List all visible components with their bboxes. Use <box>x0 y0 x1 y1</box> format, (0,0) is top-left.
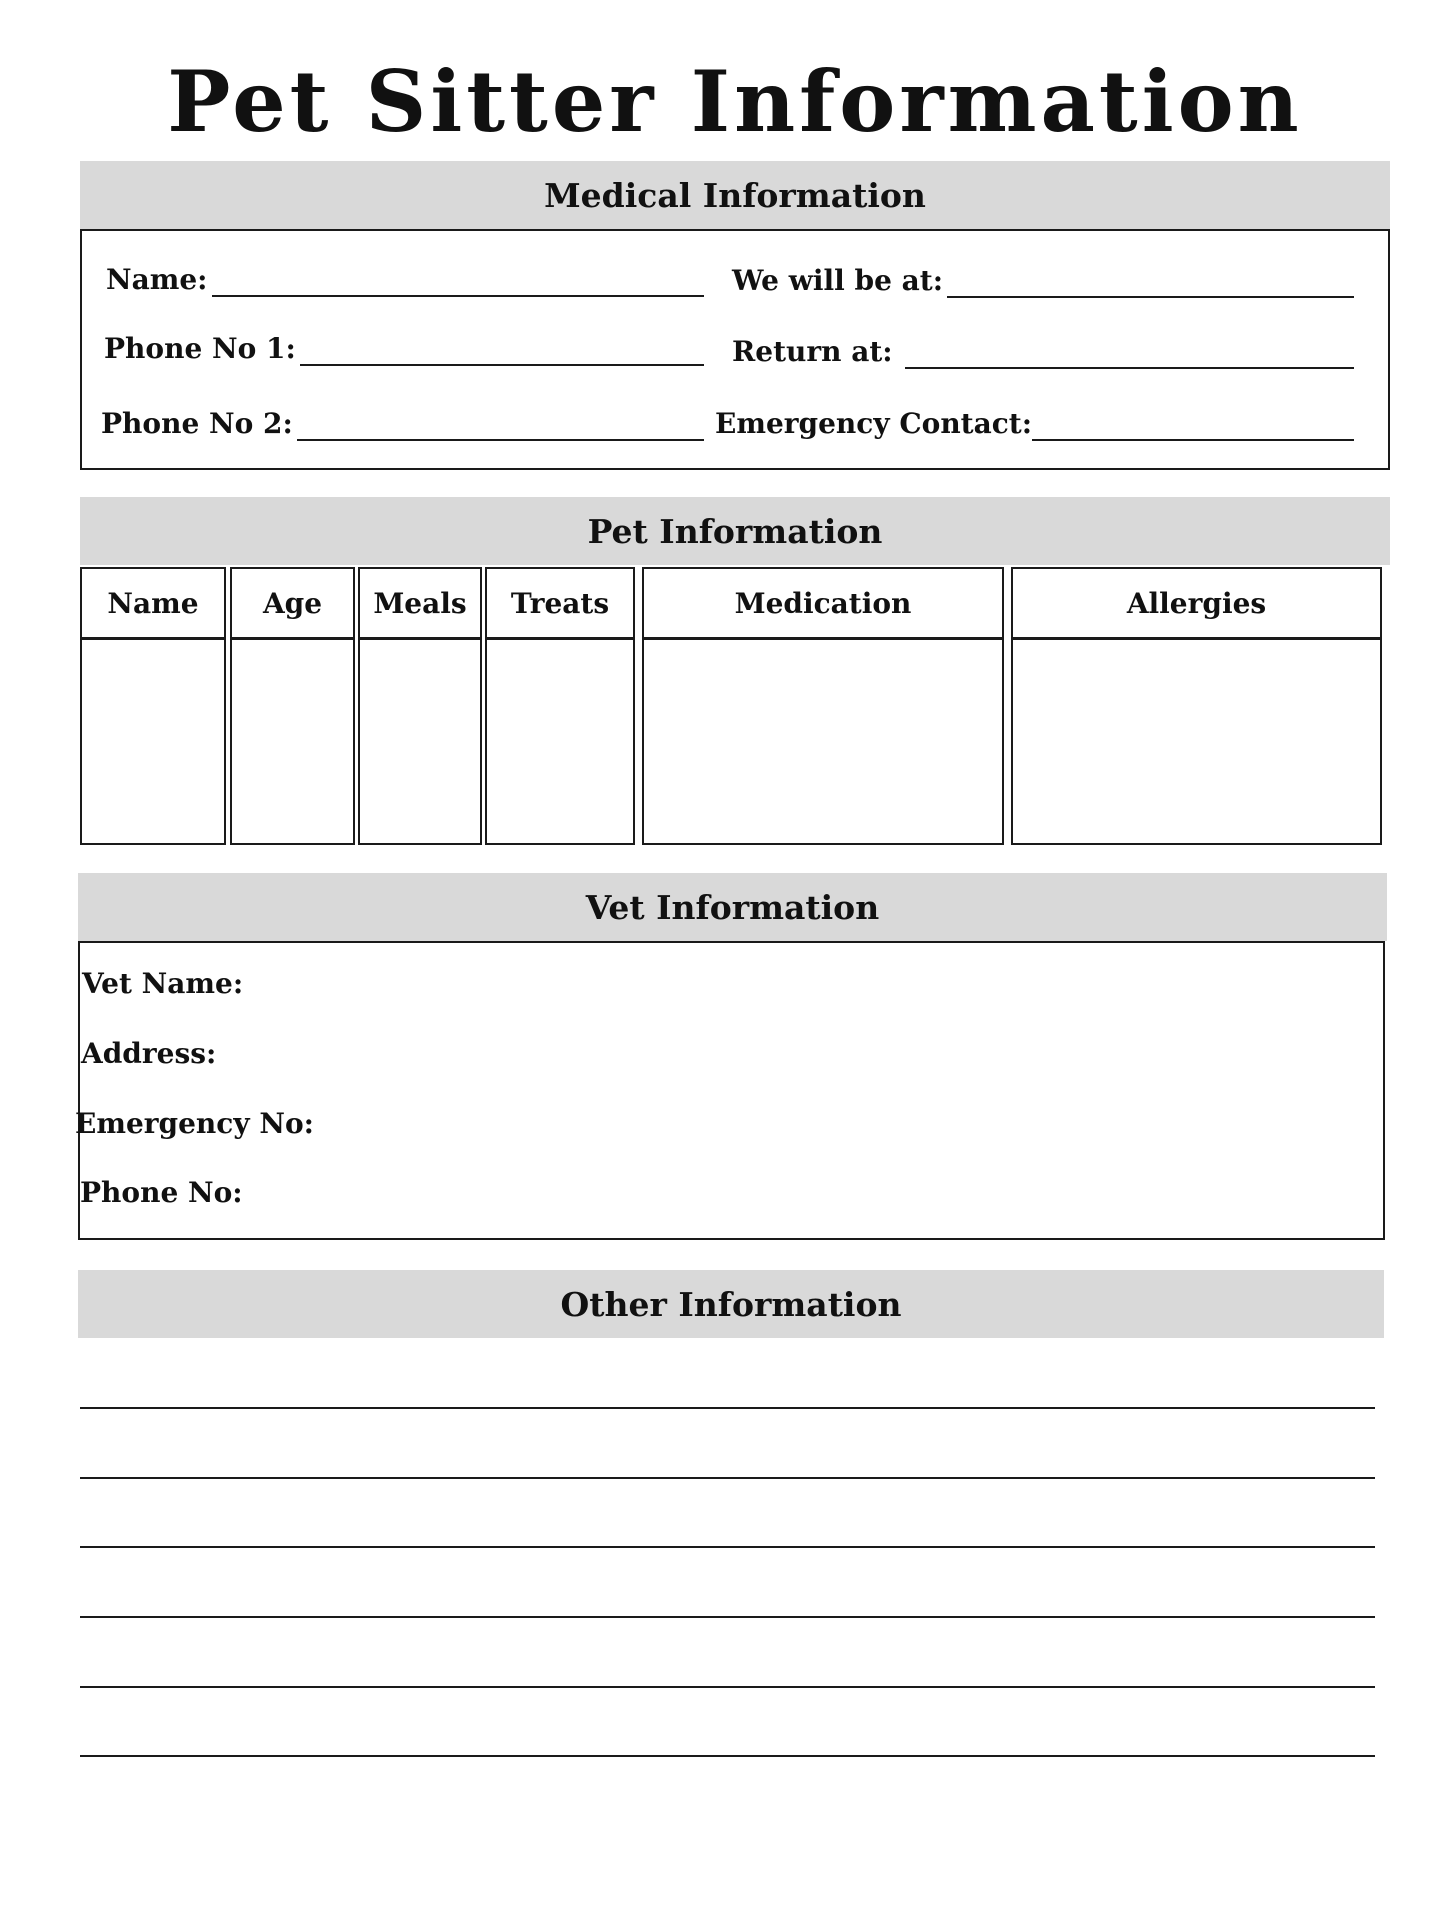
phone-1-line[interactable] <box>300 338 704 366</box>
vet-section-box <box>78 941 1385 1240</box>
pet-col-meals-cell[interactable] <box>358 638 482 845</box>
phone-1-field[interactable] <box>104 332 704 366</box>
pet-col-age-header <box>230 567 355 639</box>
owner-name-line[interactable] <box>212 269 704 297</box>
phone-2-field[interactable] <box>101 407 704 441</box>
pet-col-treats-header <box>485 567 635 639</box>
emergency-contact-field[interactable] <box>715 407 1354 441</box>
pet-col-allergies-cell[interactable] <box>1011 638 1382 845</box>
vet-section-title: Vet Information <box>585 888 880 927</box>
other-info-line-4[interactable] <box>80 1616 1375 1618</box>
vet-name-label: Vet Name: <box>82 967 244 1000</box>
location-label: We will be at: <box>732 264 944 297</box>
phone-2-label: Phone No 2: <box>101 407 293 440</box>
pet-col-name-label: Name <box>107 586 199 620</box>
medical-section-title: Medical Information <box>544 176 926 215</box>
pet-col-medication-header <box>642 567 1004 639</box>
owner-name-label: Name: <box>106 263 208 296</box>
vet-phone-label: Phone No: <box>80 1176 243 1209</box>
other-info-line-5[interactable] <box>80 1686 1375 1688</box>
medical-section-header <box>80 161 1390 229</box>
pet-section-header <box>80 497 1390 565</box>
pet-col-age-cell[interactable] <box>230 638 355 845</box>
owner-name-field[interactable] <box>106 263 704 297</box>
other-info-line-3[interactable] <box>80 1546 1375 1548</box>
pet-section-title: Pet Information <box>587 512 883 551</box>
phone-1-label: Phone No 1: <box>104 332 296 365</box>
pet-col-treats-cell[interactable] <box>485 638 635 845</box>
other-info-line-1[interactable] <box>80 1407 1375 1409</box>
other-info-line-2[interactable] <box>80 1477 1375 1479</box>
other-section-header <box>78 1270 1384 1338</box>
vet-address-label: Address: <box>81 1037 217 1070</box>
location-line[interactable] <box>947 270 1354 298</box>
location-field[interactable] <box>732 264 1354 298</box>
pet-col-age-label: Age <box>262 586 323 620</box>
emergency-contact-label: Emergency Contact: <box>715 407 1033 440</box>
return-line[interactable] <box>905 341 1354 369</box>
page-title: Pet Sitter Information <box>167 52 1303 151</box>
other-section-title: Other Information <box>560 1285 902 1324</box>
other-info-line-6[interactable] <box>80 1755 1375 1757</box>
vet-section-header <box>78 873 1387 941</box>
pet-col-meals-header <box>358 567 482 639</box>
pet-col-name-header <box>80 567 226 639</box>
pet-col-allergies-label: Allergies <box>1126 586 1267 620</box>
pet-col-allergies-header <box>1011 567 1382 639</box>
return-field[interactable] <box>732 335 1354 369</box>
pet-col-medication-label: Medication <box>734 586 912 620</box>
return-label: Return at: <box>732 335 893 368</box>
emergency-contact-line[interactable] <box>1032 413 1354 441</box>
pet-col-medication-cell[interactable] <box>642 638 1004 845</box>
vet-emergency-label: Emergency No: <box>75 1107 314 1140</box>
pet-col-meals-label: Meals <box>373 586 467 620</box>
pet-col-treats-label: Treats <box>510 586 610 620</box>
pet-col-name-cell[interactable] <box>80 638 226 845</box>
phone-2-line[interactable] <box>297 413 704 441</box>
